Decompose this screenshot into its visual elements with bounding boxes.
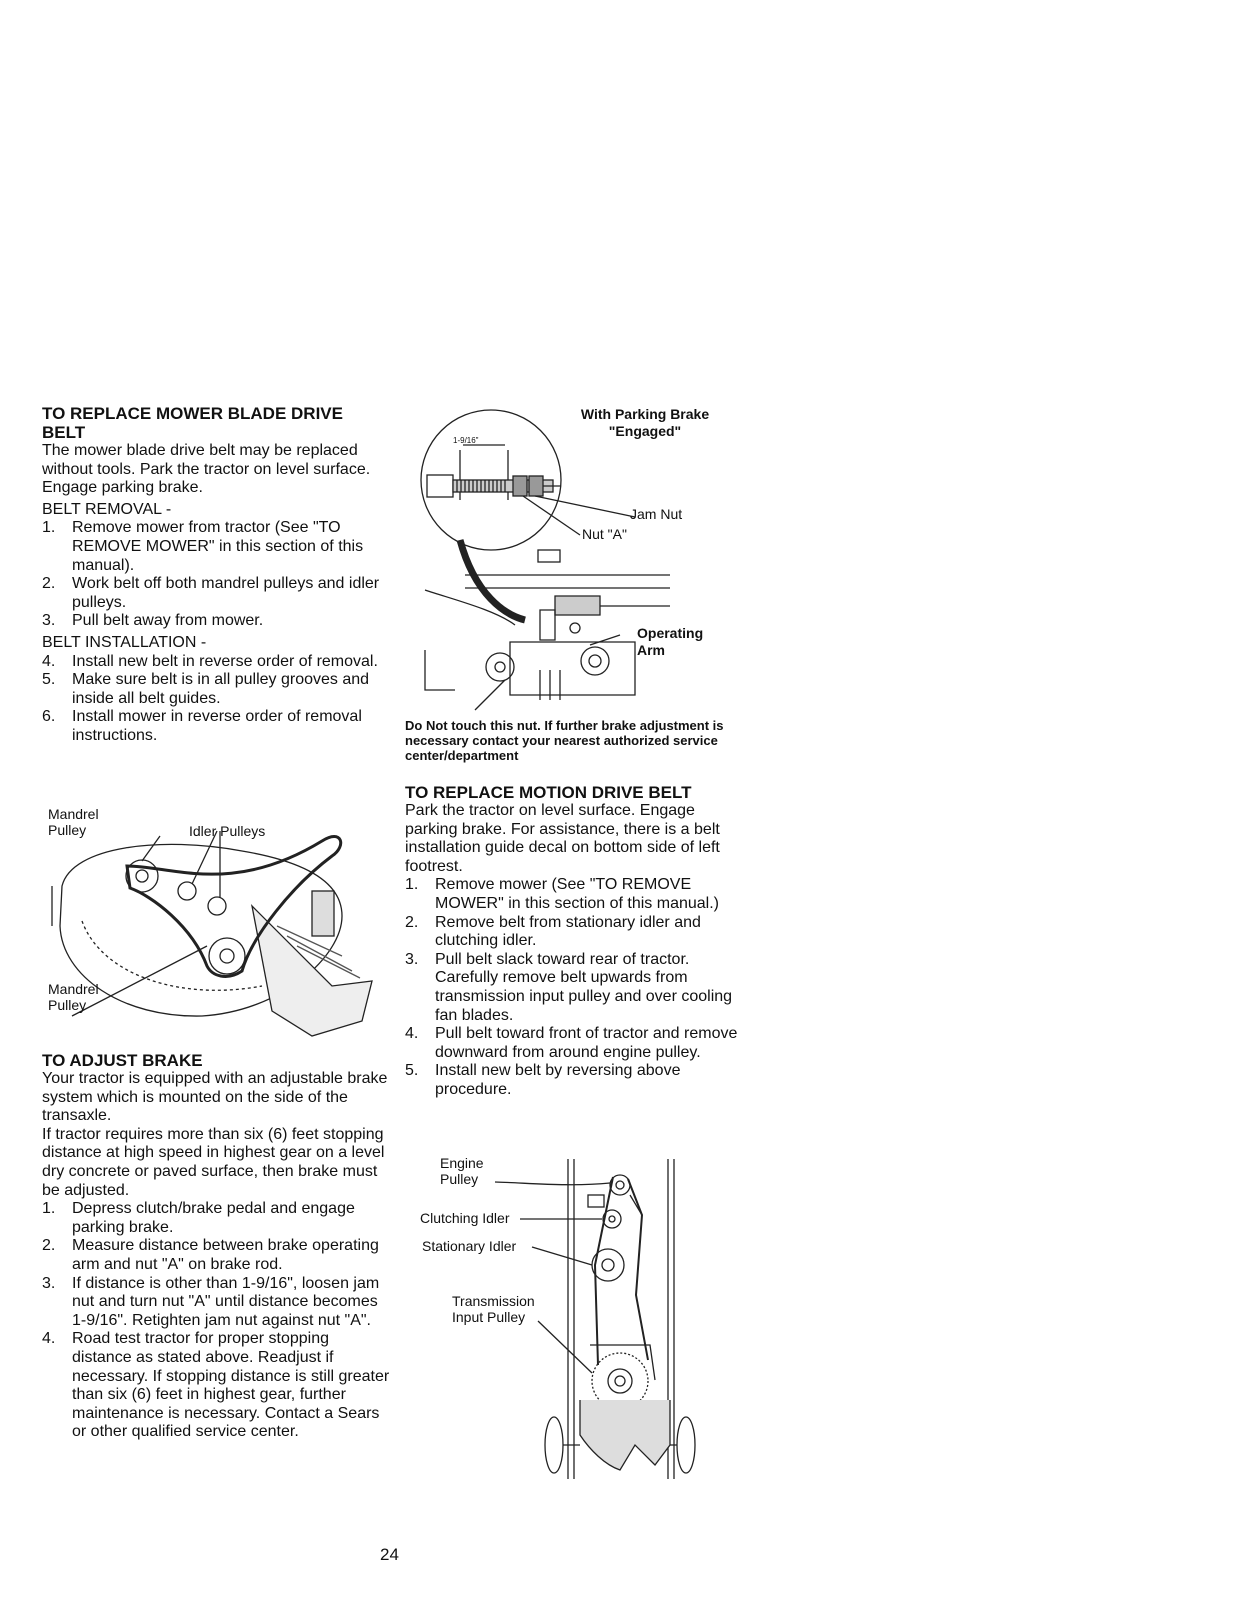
clutching-idler-label: Clutching Idler [420,1210,510,1226]
adjust-brake-para2: If tractor requires more than six (6) feet stopping distance at high speed in highest gear on a level dry concrete or paved surface, then brake must be adjusted. [42,1125,385,1199]
mower-belt-title: TO REPLACE MOWER BLADE DRIVE BELT [42,404,343,442]
list-item: 4. Pull belt toward front of tractor and remove downward from around engine pulley. [405,1025,738,1061]
brake-illustration [405,400,745,720]
list-item: 2. Remove belt from stationary idler and clutching idler. [405,913,701,950]
belt-removal-heading: BELT REMOVAL - [42,500,172,518]
list-item: 3. Pull belt away from mower. [42,612,264,630]
adjust-brake-steps [42,1200,392,1442]
belt-installation-heading: BELT INSTALLATION - [42,633,207,651]
mower-deck-illustration [42,806,392,1056]
brake-figure [405,400,745,763]
jam-nut-label: Jam Nut [630,506,683,522]
mandrel-pulley-bottom-label: Mandrel Pulley [48,981,99,1013]
motion-belt-title: TO REPLACE MOTION DRIVE BELT [405,783,692,802]
list-item: 5. Install new belt by reversing above procedure. [405,1062,681,1098]
list-item: 6. Install mower in reverse order of removal instructions. [42,708,362,744]
page-number: 24 [380,1545,399,1564]
mower-deck-figure [42,806,392,1056]
mower-belt-section [42,404,387,746]
list-item: 1. Remove mower (See "TO REMOVE MOWER" in this section of this manual.) [405,876,719,912]
list-item: 2. Measure distance between brake operating arm and nut "A" on brake rod. [42,1237,379,1273]
idler-pulleys-label: Idler Pulleys [189,823,266,839]
list-item: 3. If distance is other than 1-9/16", loosen jam nut and turn nut "A" until distance becomes 1-9/16". Retighten jam nut against nut "A". [42,1274,380,1329]
list-item: 2. Work belt off both mandrel pulleys and idler pulleys. [42,575,380,611]
motion-belt-intro: Park the tractor on level surface. Engage parking brake. For assistance, there is a belt installation guide decal on bottom side of left footrest. [405,802,720,875]
list-item: 5. Make sure belt is in all pulley grooves and inside all belt guides. [42,671,370,707]
list-item: 4. Road test tractor for proper stopping distance as stated above. Readjust if necessary. If stopping distance is still greater than six (6) feet in highest gear, further maintenance is necessary. Contact a Sears or other qualified service center. [42,1330,390,1441]
motion-belt-steps [405,876,745,1099]
list-item: 3. Pull belt slack toward rear of tractor. Carefully remove belt upwards from transmission input pulley and over cooling fan blades. [405,950,733,1024]
adjust-brake-title: TO ADJUST BRAKE [42,1051,203,1070]
list-item: 1. Remove mower from tractor (See "TO REMOVE MOWER" in this section of this manual). [42,519,364,574]
brake-figure-note: Do Not touch this nut. If further brake adjustment is necessary contact your nearest authorized service center/department [405,718,724,763]
motion-belt-section [405,783,745,1100]
stationary-idler-label: Stationary Idler [422,1238,517,1254]
belt-installation-steps [42,653,387,746]
mandrel-pulley-top-label: Mandrel Pulley [48,806,99,838]
dimension-label: 1-9/16" [453,436,479,445]
engine-pulley-label: Engine Pulley [440,1155,484,1187]
transmission-input-pulley-label: Transmission Input Pulley [452,1293,535,1325]
mower-belt-intro: The mower blade drive belt may be replaced without tools. Park the tractor on level surface. Engage parking brake. [42,442,371,497]
list-item: 4. Install new belt in reverse order of removal. [42,652,378,670]
motion-belt-figure [420,1155,720,1485]
brake-figure-caption: With Parking Brake "Engaged" [580,406,710,439]
adjust-brake-section [42,1051,392,1442]
list-item: 1. Depress clutch/brake pedal and engage parking brake. [42,1200,355,1236]
nut-a-label: Nut "A" [582,526,627,542]
belt-removal-steps [42,519,387,631]
operating-arm-label: Operating Arm [637,625,704,658]
adjust-brake-para1: Your tractor is equipped with an adjustable brake system which is mounted on the side of the transaxle. [42,1070,388,1125]
